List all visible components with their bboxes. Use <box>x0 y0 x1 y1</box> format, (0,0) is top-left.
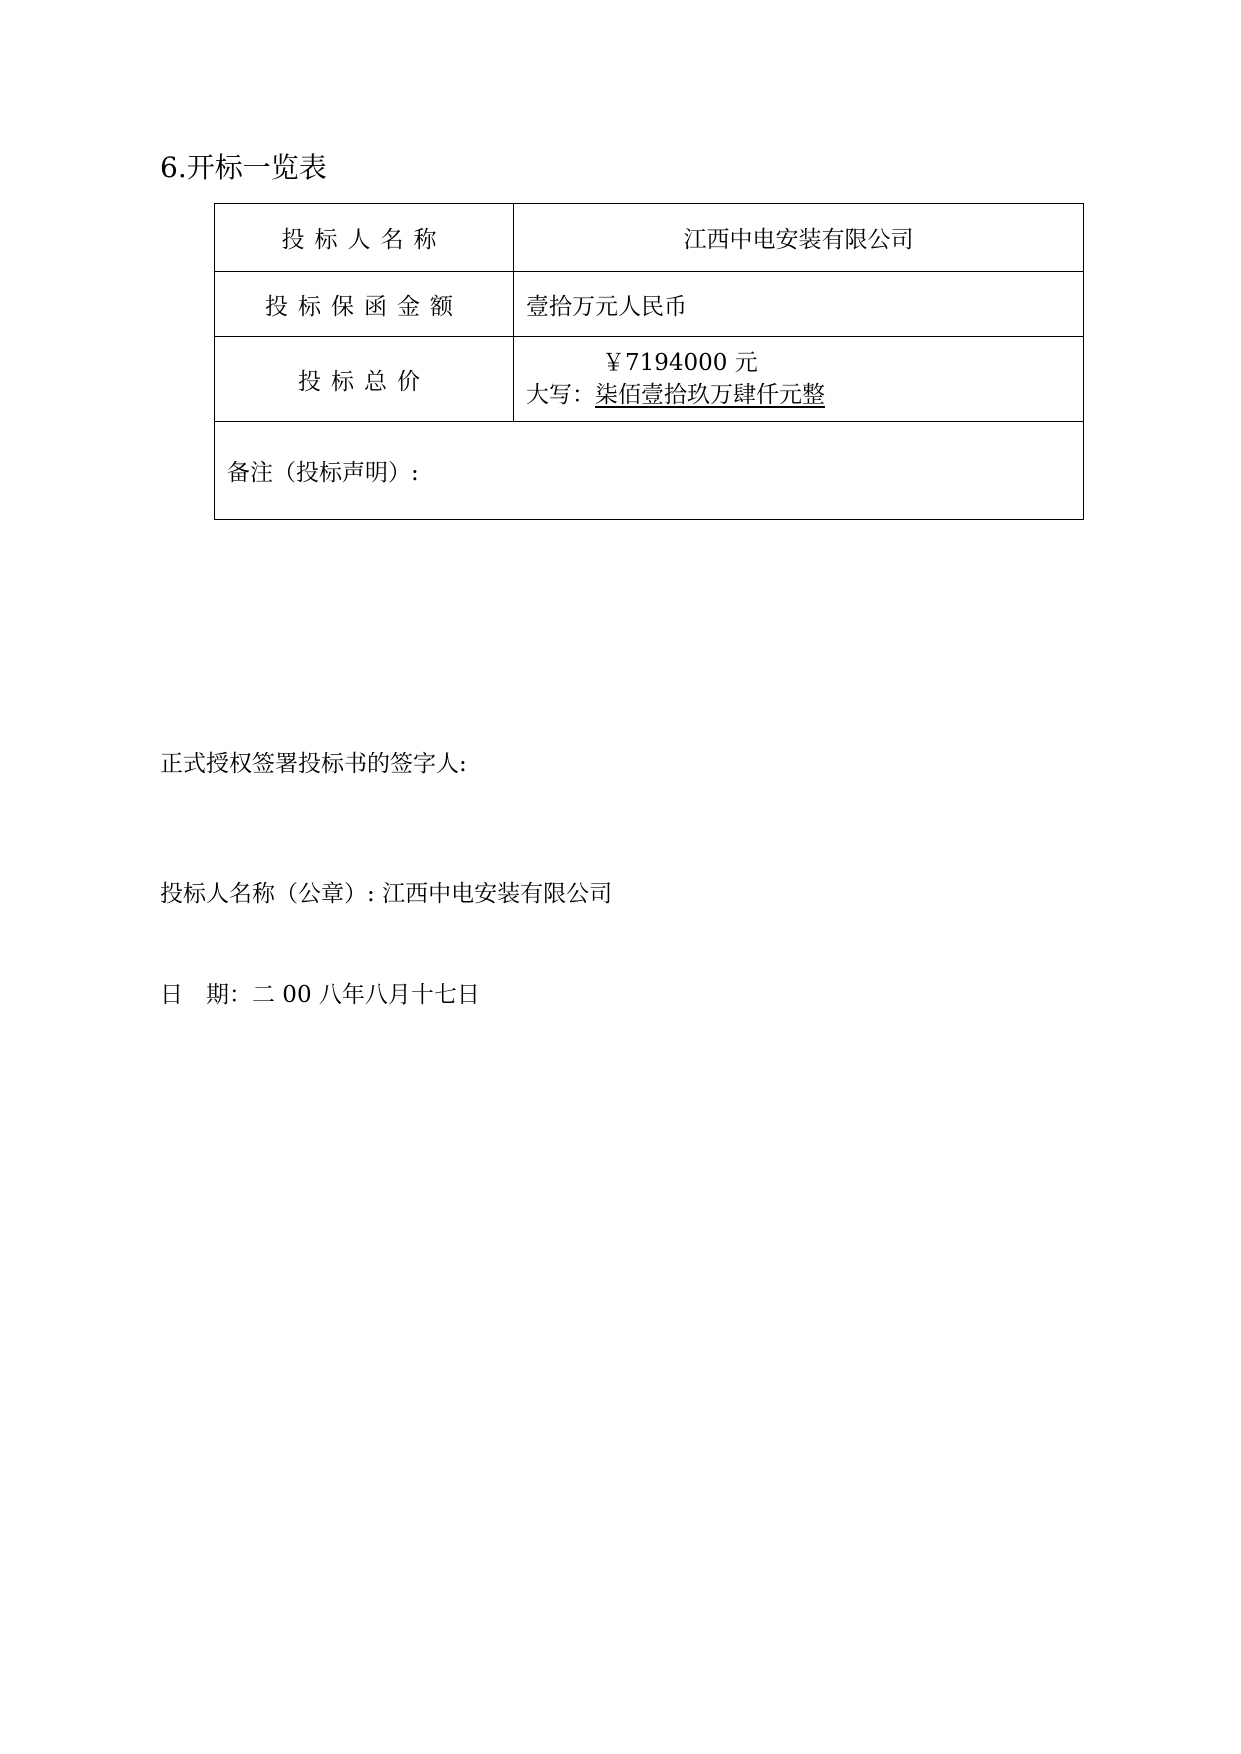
total-price-words: 柒佰壹拾玖万肆仟元整 <box>595 382 825 408</box>
table-row-bidder-name <box>215 204 1084 272</box>
table-row-remarks <box>215 422 1084 520</box>
date-value: 二 00 八年八月十七日 <box>252 982 480 1008</box>
guarantee-value: 壹拾万元人民币 <box>514 272 1084 337</box>
guarantee-label: 投标保函金额 <box>215 272 514 337</box>
bidder-seal-line <box>160 875 612 908</box>
table-row-guarantee <box>215 272 1084 337</box>
bidder-seal-value: 江西中电安装有限公司 <box>382 881 613 907</box>
total-price-numeric: ￥7194000 元 <box>602 350 758 376</box>
bid-summary-table <box>214 203 1084 520</box>
total-price-words-prefix: 大写： <box>526 382 595 408</box>
total-price-label: 投标总价 <box>215 337 514 422</box>
bidder-name-value: 江西中电安装有限公司 <box>514 204 1084 272</box>
signatory-label: 正式授权签署投标书的签字人: <box>160 751 467 777</box>
bidder-name-label: 投标人名称 <box>215 204 514 272</box>
bidder-seal-label: 投标人名称（公章）: <box>160 881 375 907</box>
page-heading: 6.开标一览表 <box>160 151 327 184</box>
table-row-total-price <box>215 337 1084 422</box>
total-price-value <box>514 337 1084 422</box>
date-line <box>160 976 480 1009</box>
date-label: 日 期： <box>160 982 252 1008</box>
remarks-label: 备注（投标声明）: <box>215 422 1084 520</box>
